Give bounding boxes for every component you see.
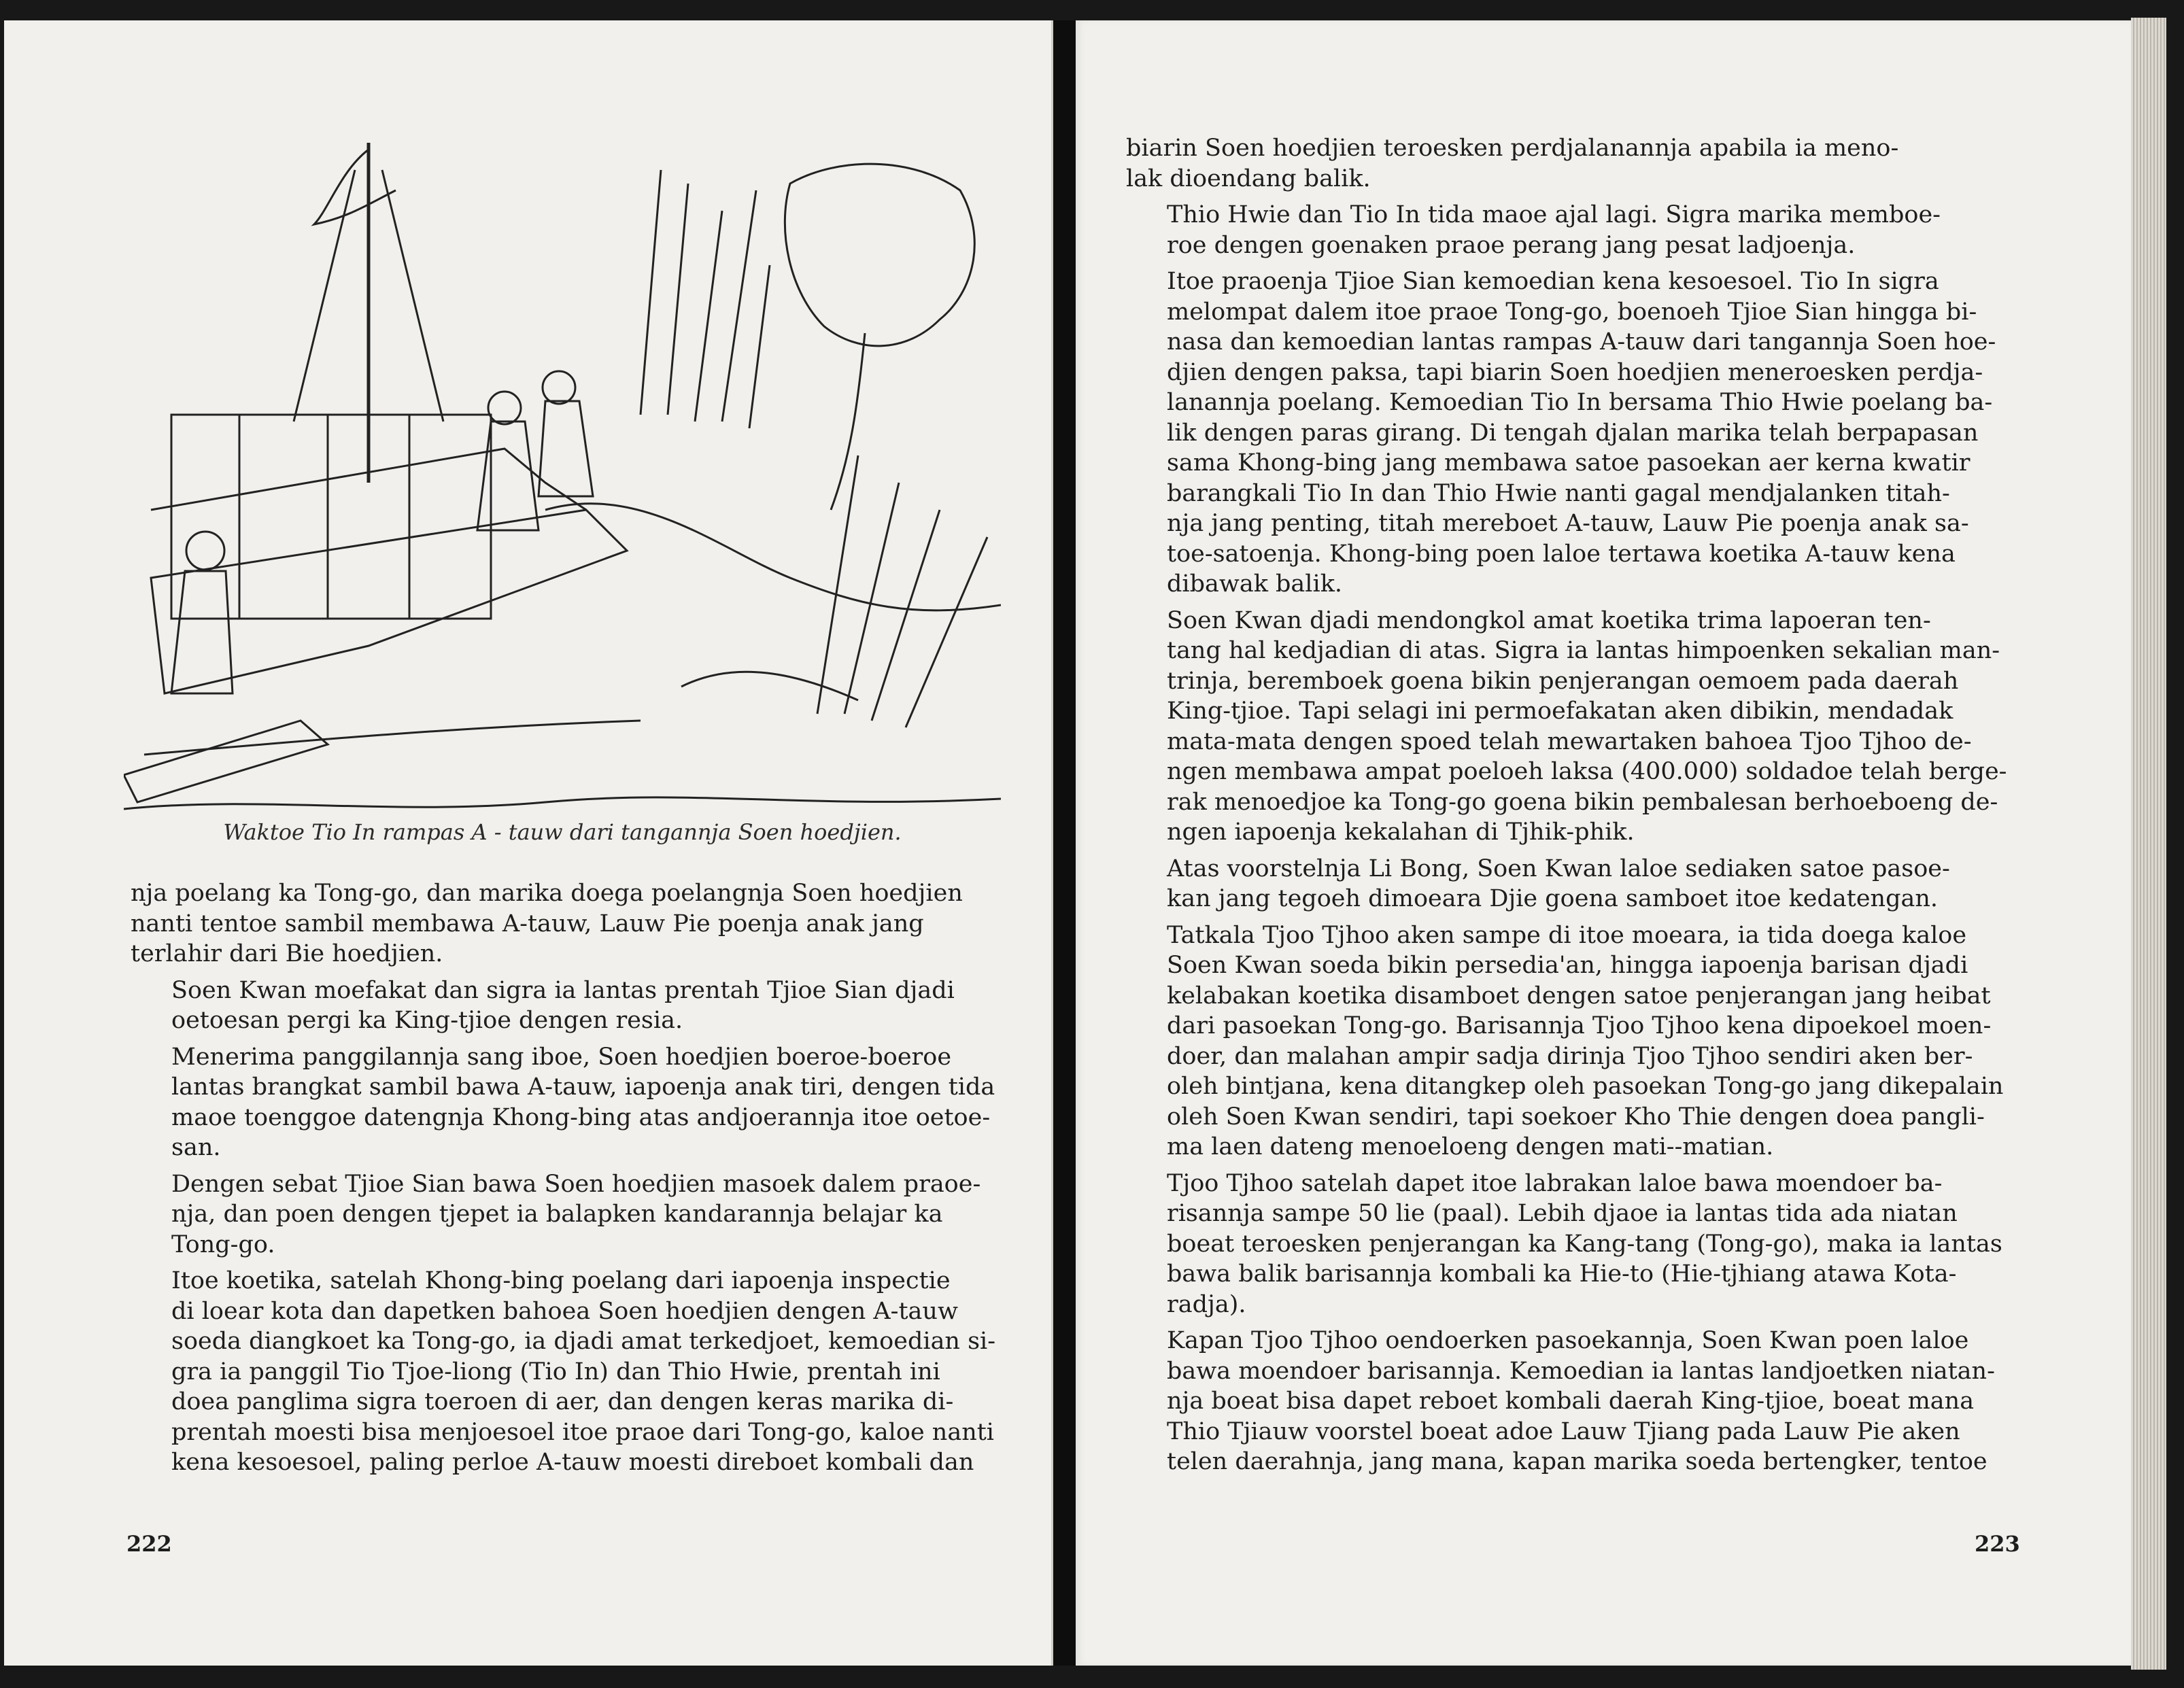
text-line: oetoesan pergi ka King-tjioe dengen resia. <box>171 1007 683 1034</box>
text-line: Itoe koetika, satelah Khong-bing poelang dari iapoenja inspectie <box>171 1267 951 1294</box>
book-gutter <box>1053 20 1076 1666</box>
left-page <box>4 20 1053 1666</box>
text-line: barangkali Tio In dan Thio Hwie nanti gagal mendjalanken titah- <box>1167 479 1950 507</box>
paragraph <box>1126 1326 2075 1477</box>
paragraph <box>1126 1169 2075 1320</box>
text-line: doer, dan malahan ampir sadja dirinja Tjoo Tjhoo sendiri aken ber- <box>1167 1042 1973 1070</box>
text-line: bawa balik barisannja kombali ka Hie-to (Hie-tjhiang atawa Kota- <box>1167 1260 1957 1288</box>
text-line: ngen membawa ampat poeloeh laksa (400.000) soldadoe telah berge- <box>1167 758 2007 785</box>
text-line: telen daerahnja, jang mana, kapan marika soeda bertengker, tentoe <box>1167 1448 1987 1475</box>
right-page <box>1076 20 2131 1666</box>
paragraph <box>131 1169 1009 1260</box>
text-line: King-tjioe. Tapi selagi ini permoefakatan aken dibikin, mendadak <box>1167 697 1953 725</box>
text-line: roe dengen goenaken praoe perang jang pesat ladjoenja. <box>1167 231 1856 259</box>
text-line: ma laen dateng menoeloeng dengen mati--matian. <box>1167 1133 1774 1160</box>
text-line: risannja sampe 50 lie (paal). Lebih djaoe ia lantas tida ada niatan <box>1167 1200 1958 1227</box>
text-line: Tjoo Tjhoo satelah dapet itoe labrakan laloe bawa moendoer ba- <box>1167 1169 1943 1197</box>
text-line: nanti tentoe sambil membawa A-tauw, Lauw Pie poenja anak jang <box>131 910 924 937</box>
text-line: kan jang tegoeh dimoeara Djie goena samboet itoe kedatengan. <box>1167 885 1939 912</box>
text-line: di loear kota dan dapetken bahoea Soen hoedjien dengen A-tauw <box>171 1297 958 1325</box>
text-line: nja boeat bisa dapet reboet kombali daerah King-tjioe, boeat mana <box>1167 1388 1975 1415</box>
text-line: lik dengen paras girang. Di tengah djalan marika telah berpapasan <box>1167 419 1979 447</box>
text-line: oleh Soen Kwan sendiri, tapi soekoer Kho Thie dengen doea pangli- <box>1167 1103 1985 1131</box>
text-line: ngen iapoenja kekalahan di Tjhik-phik. <box>1167 819 1635 846</box>
text-line: terlahir dari Bie hoedjien. <box>131 940 443 967</box>
text-line: Tatkala Tjoo Tjhoo aken sampe di itoe moeara, ia tida doega kaloe <box>1167 921 1967 949</box>
text-line: Menerima panggilannja sang iboe, Soen hoedjien boeroe-boeroe <box>171 1043 952 1071</box>
text-line: lantas brangkat sambil bawa A-tauw, iapoenja anak tiri, dengen tida <box>171 1073 995 1101</box>
text-line: djien dengen paksa, tapi biarin Soen hoedjien meneroesken perdja- <box>1167 358 1983 386</box>
text-line: soeda diangkoet ka Tong-go, ia djadi amat terkedjoet, kemoedian si- <box>171 1328 996 1355</box>
text-line: Dengen sebat Tjioe Sian bawa Soen hoedjien masoek dalem praoe- <box>171 1170 981 1198</box>
text-line: radja). <box>1167 1290 1246 1318</box>
text-line: Itoe praoenja Tjioe Sian kemoedian kena kesoesoel. Tio In sigra <box>1167 268 1939 295</box>
text-line: melompat dalem itoe praoe Tong-go, boenoeh Tjioe Sian hingga bi- <box>1167 298 1977 326</box>
page-number-left: 222 <box>126 1531 172 1557</box>
text-line: prentah moesti bisa menjoesoel itoe praoe dari Tong-go, kaloe nanti <box>171 1418 994 1446</box>
text-line: Soen Kwan moefakat dan sigra ia lantas prentah Tjioe Sian djadi <box>171 976 955 1004</box>
text-line: tang hal kedjadian di atas. Sigra ia lantas himpoenken sekalian man- <box>1167 637 2000 664</box>
text-line: dibawak balik. <box>1167 570 1343 598</box>
paragraph <box>1126 606 2075 848</box>
text-line: mata-mata dengen spoed telah mewartaken bahoea Tjoo Tjhoo de- <box>1167 727 1972 755</box>
text-line: biarin Soen hoedjien teroesken perdjalanannja apabila ia meno- <box>1126 135 1899 162</box>
paragraph <box>131 1266 1009 1478</box>
illustration-caption: Waktoe Tio In rampas A - tauw dari tangannja Soen hoedjien. <box>223 819 902 845</box>
text-line: nja poelang ka Tong-go, dan marika doega poelangnja Soen hoedjien <box>131 880 963 907</box>
text-line: boeat teroesken penjerangan ka Kang-tang (Tong-go), maka ia lantas <box>1167 1230 2002 1258</box>
text-line: nasa dan kemoedian lantas rampas A-tauw dari tangannja Soen hoe- <box>1167 328 1996 356</box>
paragraph <box>131 1042 1009 1163</box>
text-line: Atas voorstelnja Li Bong, Soen Kwan laloe sediaken satoe pasoe- <box>1167 855 1950 882</box>
text-line: nja, dan poen dengen tjepet ia balapken kandarannja belajar ka <box>171 1201 943 1228</box>
paragraph <box>1126 854 2075 914</box>
paragraph <box>1126 266 2075 600</box>
text-line: sama Khong-bing jang membawa satoe pasoekan aer kerna kwatir <box>1167 449 1970 477</box>
text-line: Soen Kwan soeda bikin persedia'an, hingga iapoenja barisan djadi <box>1167 952 1968 979</box>
boat-illustration <box>124 129 1001 826</box>
text-line: bawa moendoer barisannja. Kemoedian ia lantas landjoetken niatan- <box>1167 1357 1995 1385</box>
text-line: Soen Kwan djadi mendongkol amat koetika trima lapoeran ten- <box>1167 606 1931 634</box>
right-page-body <box>1126 133 2075 1477</box>
text-line: Thio Tjiauw voorstel boeat adoe Lauw Tjiang pada Lauw Pie aken <box>1167 1417 1960 1445</box>
page-edges <box>2131 18 2166 1670</box>
text-line: doea panglima sigra toeroen di aer, dan dengen keras marika di- <box>171 1388 954 1415</box>
text-line: rak menoedjoe ka Tong-go goena bikin pembalesan berhoeboeng de- <box>1167 788 1998 816</box>
paragraph <box>1126 200 2075 260</box>
text-line: kena kesoesoel, paling perloe A-tauw moesti direboet kombali dan <box>171 1449 974 1476</box>
paragraph <box>131 976 1009 1036</box>
text-line: Thio Hwie dan Tio In tida maoe ajal lagi. Sigra marika memboe- <box>1167 201 1941 228</box>
text-line: lak dioendang balik. <box>1126 165 1371 192</box>
text-line: trinja, beremboek goena bikin penjerangan oemoem pada daerah <box>1167 667 1959 695</box>
paragraph <box>131 878 1009 969</box>
text-line: Tong-go. <box>171 1230 275 1258</box>
text-line: toe-satoenja. Khong-bing poen laloe tertawa koetika A-tauw kena <box>1167 540 1956 568</box>
text-line: kelabakan koetika disamboet dengen satoe penjerangan jang heibat <box>1167 982 1991 1010</box>
text-line: Kapan Tjoo Tjhoo oendoerken pasoekannja, Soen Kwan poen laloe <box>1167 1327 1969 1354</box>
page-number-right: 223 <box>1975 1531 2020 1557</box>
text-line: dari pasoekan Tong-go. Barisannja Tjoo Tjhoo kena dipoekoel moen- <box>1167 1012 1992 1039</box>
left-page-body <box>131 878 1009 1478</box>
paragraph <box>1126 920 2075 1162</box>
text-line: nja jang penting, titah mereboet A-tauw, Lauw Pie poenja anak sa- <box>1167 510 1969 537</box>
text-line: san. <box>171 1134 221 1161</box>
text-line: gra ia panggil Tio Tjoe-liong (Tio In) dan Thio Hwie, prentah ini <box>171 1358 940 1385</box>
text-line: maoe toenggoe datengnja Khong-bing atas andjoerannja itoe oetoe- <box>171 1103 991 1131</box>
paragraph <box>1126 133 2075 194</box>
text-line: oleh bintjana, kena ditangkep oleh pasoekan Tong-go jang dikepalain <box>1167 1073 2004 1100</box>
text-line: lanannja poelang. Kemoedian Tio In bersama Thio Hwie poelang ba- <box>1167 389 1993 416</box>
